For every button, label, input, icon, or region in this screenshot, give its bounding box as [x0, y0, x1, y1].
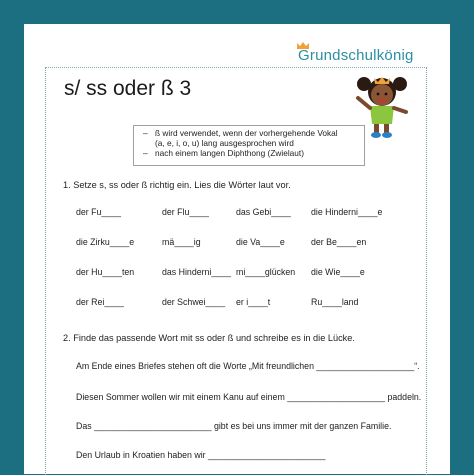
gap-word: der Hu____ten: [76, 267, 135, 277]
rule-text-line: ß wird verwendet, wenn der vorhergehende Vokal: [155, 128, 338, 138]
rules-box: [133, 125, 365, 166]
gap-word: er i____t: [236, 297, 271, 307]
gap-word: die Hinderni____e: [311, 207, 383, 217]
rule-item: [134, 148, 364, 158]
fill-sentence: Diesen Sommer wollen wir mit einem Kanu auf einem ____________________ paddeln.: [76, 392, 422, 402]
gap-word: die Zirku____e: [76, 237, 135, 247]
brand-logo: Grundschulkönig: [298, 47, 414, 64]
page-title: s/ ss oder ß 3: [64, 77, 192, 100]
rule-text-line: (a, e, i, o, u) lang ausgesprochen wird: [155, 138, 294, 148]
fill-sentence: Das ________________________ gibt es bei uns immer mit der ganzen Familie.: [76, 421, 392, 431]
fill-sentence: Am Ende eines Briefes stehen oft die Worte „Mit freundlichen ____________________“.: [76, 361, 420, 371]
gap-word: die Wie____e: [311, 267, 365, 277]
gap-word: der Fu____: [76, 207, 121, 217]
rule-item: [134, 128, 364, 148]
exercise-2-instruction: 2. Finde das passende Wort mit ss oder ß und schreibe es in die Lücke.: [63, 333, 355, 343]
gap-word: der Schwei____: [162, 297, 226, 307]
gap-word: das Hinderni____: [162, 267, 231, 277]
gap-word: der Rei____: [76, 297, 124, 307]
gap-word: die Va____e: [236, 237, 285, 247]
rule-text-line: nach einem langen Diphthong (Zwielaut): [155, 148, 304, 158]
rule-dash: –: [143, 128, 148, 138]
gap-word: mi____glücken: [236, 267, 296, 277]
gap-word: Ru____land: [311, 297, 359, 307]
exercise-1-instruction: 1. Setze s, ss oder ß richtig ein. Lies die Wörter laut vor.: [63, 180, 291, 190]
rule-dash: –: [143, 148, 148, 158]
fill-sentence: Den Urlaub in Kroatien haben wir ________________________: [76, 450, 326, 460]
gap-word: der Flu____: [162, 207, 209, 217]
gap-word: mä____ig: [162, 237, 201, 247]
gap-word: der Be____en: [311, 237, 367, 247]
gap-word: das Gebi____: [236, 207, 291, 217]
